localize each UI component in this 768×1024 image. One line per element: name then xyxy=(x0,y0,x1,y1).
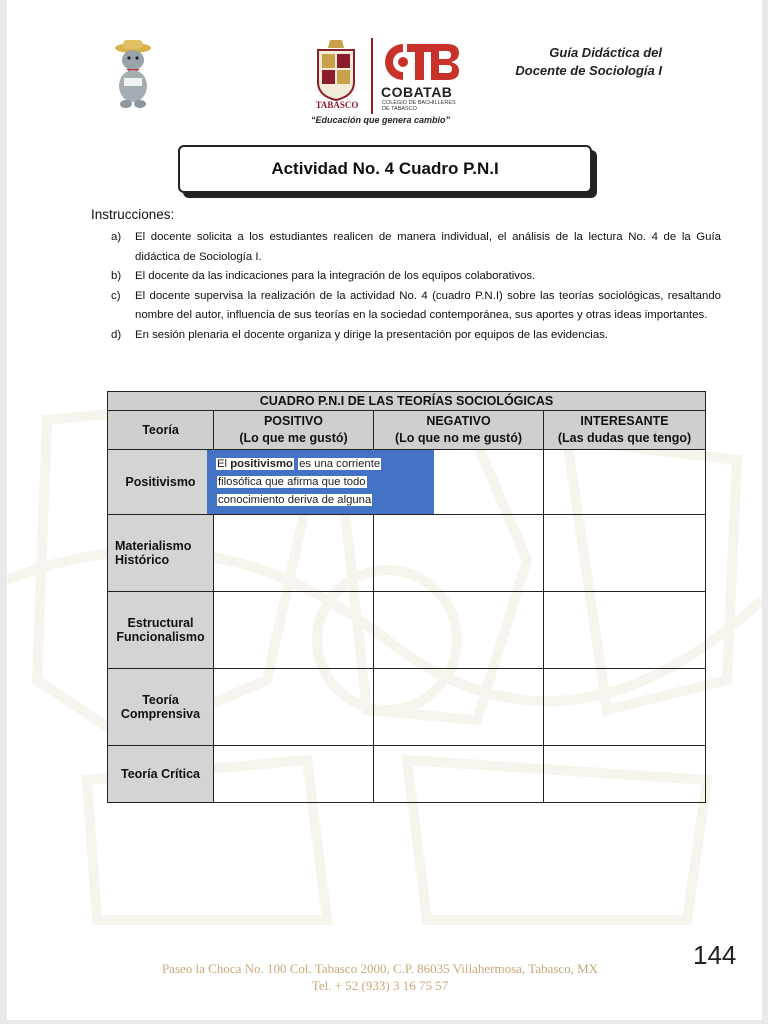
selected-text[interactable]: El positivismo es una corriente filosófica que afirma que todo conocimiento deriva de alguna xyxy=(217,458,381,506)
column-header-interesting: INTERESANTE (Las dudas que tengo) xyxy=(544,411,706,450)
table-row xyxy=(108,746,706,803)
institution-full-name: COLEGIO DE BACHILLERES DE TABASCO xyxy=(382,100,456,112)
cobatab-logo-mark xyxy=(381,40,461,84)
instruction-item xyxy=(111,326,721,346)
institution-name: COBATAB xyxy=(381,84,453,100)
instruction-marker: d) xyxy=(111,328,122,341)
cell-interesting[interactable] xyxy=(544,450,706,515)
instructions-heading: Instrucciones: xyxy=(91,207,175,222)
column-header-negative: NEGATIVO (Lo que no me gustó) xyxy=(374,411,544,450)
cell-positive[interactable] xyxy=(214,592,374,669)
cell-negative[interactable] xyxy=(374,669,544,746)
table-row xyxy=(108,669,706,746)
table-row xyxy=(108,592,706,669)
instruction-text: En sesión plenaria el docente organiza y dirige la presentación por equipos de las evidencias. xyxy=(135,328,609,341)
guide-title-line2: Docente de Sociología I xyxy=(515,63,662,78)
instructions-list xyxy=(111,228,721,345)
column-header-positive: POSITIVO (Lo que me gustó) xyxy=(214,411,374,450)
instruction-text: El docente supervisa la realización de la actividad No. 4 (cuadro P.N.I) sobre las teorías sociológicas, resaltando nombre del autor, influencia de sus teorías en la sociedad contemporánea, sus aportes y otras ideas importantes. xyxy=(135,289,721,321)
cell-interesting[interactable] xyxy=(544,746,706,803)
column-header-theory: Teoría xyxy=(108,411,214,450)
cell-negative[interactable] xyxy=(374,515,544,592)
cell-positive[interactable] xyxy=(214,669,374,746)
instruction-text: El docente solicita a los estudiantes realicen de manera individual, el análisis de la lectura No. 4 de la Guía didáctica de Sociología I. xyxy=(135,231,721,263)
instruction-item xyxy=(111,228,721,267)
cell-negative[interactable] xyxy=(374,746,544,803)
footer-address: Paseo la Choca No. 100 Col. Tabasco 2000, C.P. 86035 Villahermosa, Tabasco, MX xyxy=(161,961,599,976)
instruction-marker: c) xyxy=(111,289,121,302)
cell-interesting[interactable] xyxy=(544,515,706,592)
cell-interesting[interactable] xyxy=(544,669,706,746)
instruction-text: El docente da las indicaciones para la integración de los equipos colaborativos. xyxy=(135,270,536,282)
cell-interesting[interactable] xyxy=(544,592,706,669)
shield-label: TABASCO xyxy=(315,100,359,110)
instruction-marker: b) xyxy=(111,270,122,282)
instruction-marker: a) xyxy=(111,231,122,243)
document-page xyxy=(7,0,762,1020)
manatee-mascot-logo xyxy=(109,38,157,110)
cell-negative[interactable] xyxy=(374,592,544,669)
footer xyxy=(125,960,635,994)
table-row xyxy=(108,515,706,592)
activity-title: Actividad No. 4 Cuadro P.N.I xyxy=(178,145,592,193)
instruction-item xyxy=(111,267,721,287)
row-label-estructural: Estructural Funcionalismo xyxy=(108,592,214,669)
footer-phone: Tel. + 52 (933) 3 16 75 57 xyxy=(311,978,449,993)
guide-title-line1: Guía Didáctica del xyxy=(549,45,662,60)
row-label-critica: Teoría Crítica xyxy=(108,746,214,803)
row-label-positivismo: Positivismo xyxy=(108,450,214,515)
cell-positive[interactable] xyxy=(214,515,374,592)
logo-divider xyxy=(371,38,373,114)
row-label-materialismo: Materialismo Histórico xyxy=(108,515,214,592)
guide-title xyxy=(477,44,662,80)
cell-positive[interactable] xyxy=(214,746,374,803)
table-title: CUADRO P.N.I DE LAS TEORÍAS SOCIOLÓGICAS xyxy=(108,392,706,411)
slogan: “Educación que genera cambio” xyxy=(311,115,451,125)
page-number: 144 xyxy=(693,940,737,970)
instruction-item xyxy=(111,287,721,326)
row-label-comprensiva: Teoría Comprensiva xyxy=(108,669,214,746)
